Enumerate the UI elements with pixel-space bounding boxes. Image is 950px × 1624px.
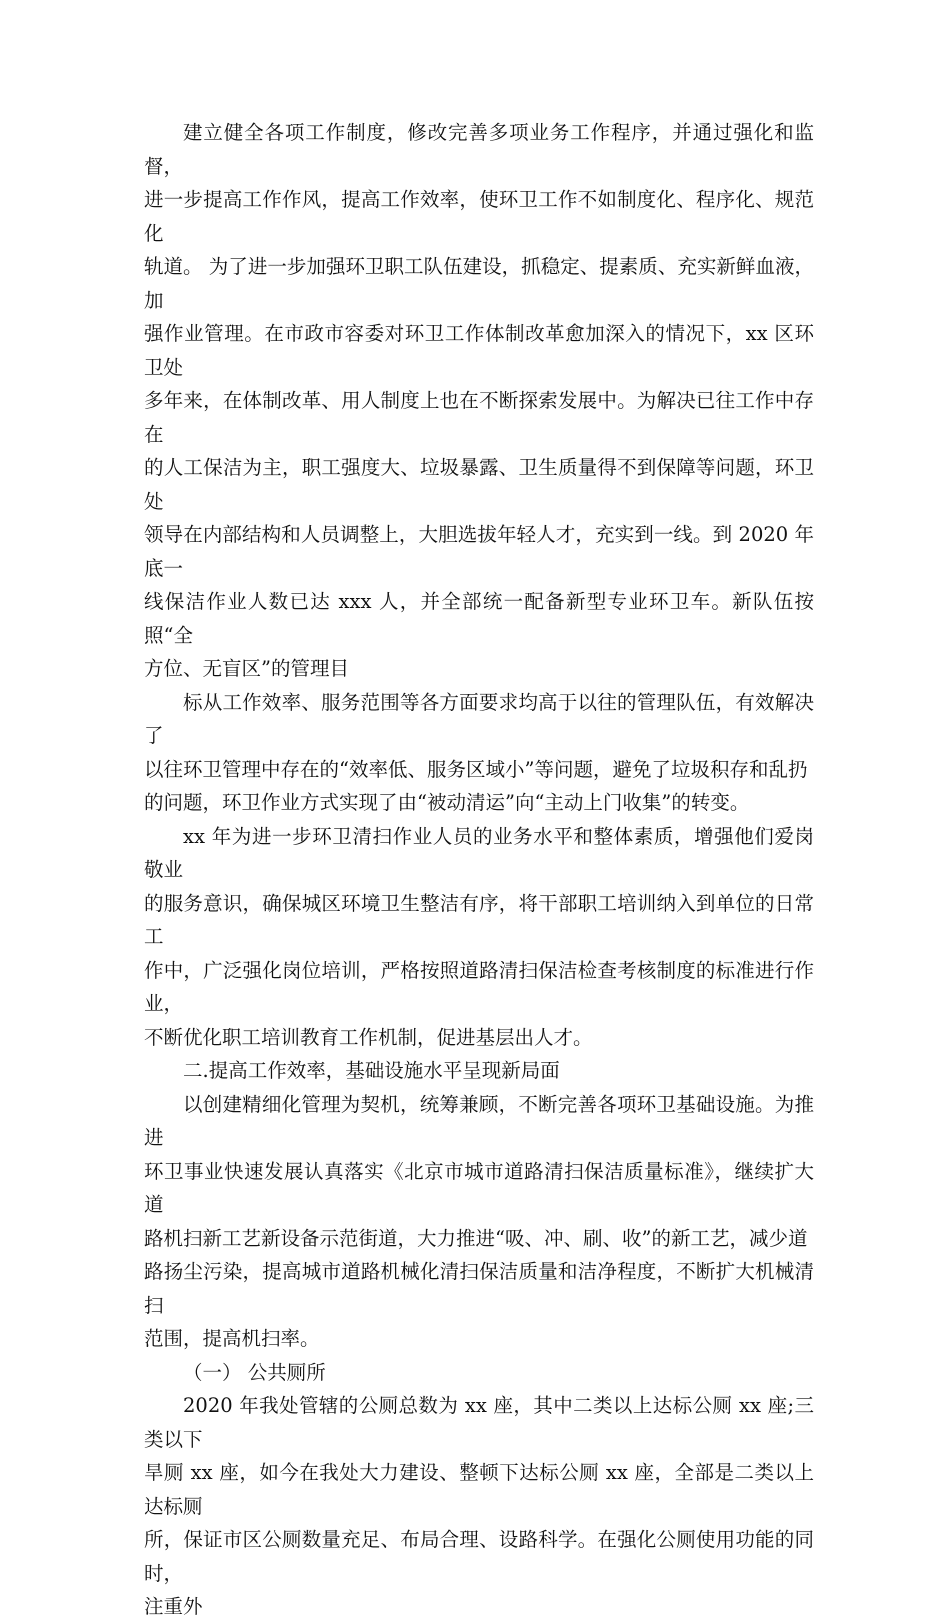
paragraph-management-goals: 标从工作效率、服务范围等各方面要求均高于以往的管理队伍，有效解决了 以往环卫管理中存在的“效率低、服务区域小”等问题，避免了垃圾积存和乱扔 的问题，环卫作业方式实现了由“被动清运”向“主动上门收集”的转变。	[144, 690, 814, 814]
subsection-heading-public-toilets: （一） 公共厕所	[183, 1360, 326, 1384]
paragraph-work-system: 建立健全各项工作制度，修改完善多项业务工作程序，并通过强化和监督， 进一步提高工作作风，提高工作效率，使环卫工作不如制度化、程序化、规范化 轨道。 为了进一步加强环卫职工队伍建设，抓稳定、提素质、充实新鲜血液，加 强作业管理。在市政市容委对环卫工作体制改革愈加深入的情况下，xx 区环卫处 多年来，在体制改革、用人制度上也在不断探索发展中。为解决已往工作中存在 的人工保洁为主，职工强度大、垃圾暴露、卫生质量得不到保障等问题，环卫处 领导在内部结构和人员调整上，大胆选拔年轻人才，充实到一线。到 2020 年底一 线保洁作业人数已达 xxx 人，并全部统一配备新型专业环卫车。新队伍按照“全 方位、无盲区”的管理目	[144, 121, 814, 680]
paragraph-infrastructure: 以创建精细化管理为契机，统筹兼顾，不断完善各项环卫基础设施。为推进 环卫事业快速发展认真落实《北京市城市道路清扫保洁质量标准》，继续扩大道 路机扫新工艺新设备示范街道，大力推进“吸、冲、刷、收”的新工艺，减少道 路扬尘污染，提高城市道路机械化清扫保洁质量和洁净程度，不断扩大机械清扫 范围，提高机扫率。	[144, 1092, 814, 1350]
paragraph-staff-training: xx 年为进一步环卫清扫作业人员的业务水平和整体素质，增强他们爱岗敬业 的服务意识，确保城区环境卫生整洁有序，将干部职工培训纳入到单位的日常工 作中，广泛强化岗位培训，严格按照道路清扫保洁检查考核制度的标准进行作业， 不断优化职工培训教育工作机制，促进基层出人才。	[144, 824, 814, 1049]
section-heading-efficiency: 二.提高工作效率，基础设施水平呈现新局面	[183, 1059, 560, 1082]
paragraph-public-toilets: 2020 年我处管辖的公厕总数为 xx 座，其中二类以上达标公厕 xx 座;三类以下 旱厕 xx 座，如今在我处大力建设、整顿下达标公厕 xx 座，全部是二类以上达标厕 所，保证市区公厕数量充足、布局合理、设路科学。在强化公厕使用功能的同时， 注重外	[144, 1394, 814, 1618]
document-body	[144, 116, 814, 1624]
